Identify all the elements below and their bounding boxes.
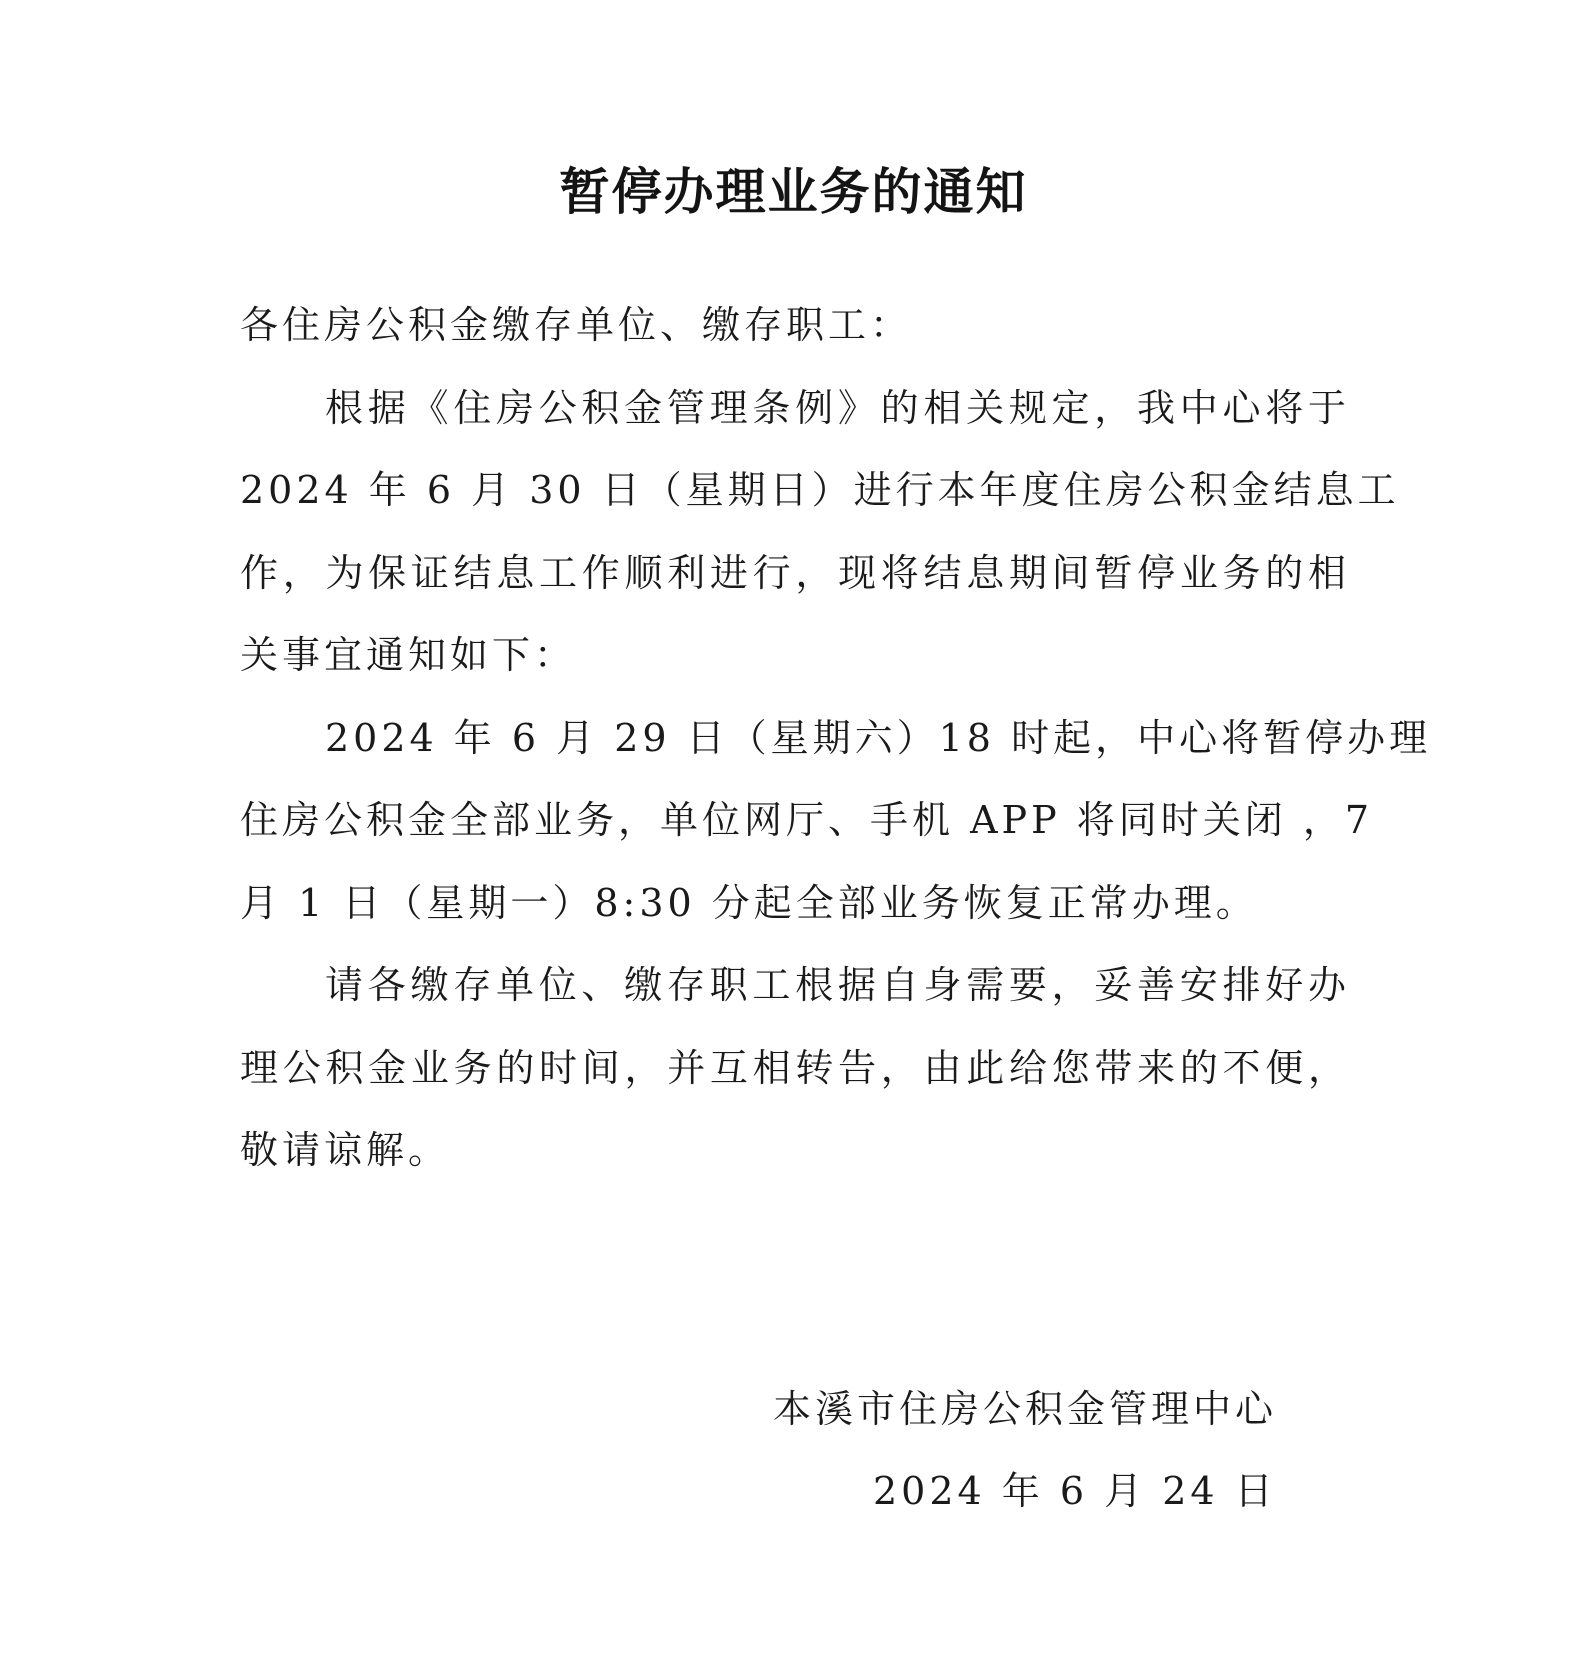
signature-date: 2024 年 6 月 24 日 — [873, 1469, 1277, 1513]
paragraph-1-line-2: 2024 年 6 月 30 日（星期日）进行本年度住房公积金结息工 — [240, 468, 1400, 512]
paragraph-1-line-3: 作，为保证结息工作顺利进行，现将结息期间暂停业务的相 — [240, 551, 1350, 595]
paragraph-1-line-4: 关事宜通知如下： — [240, 633, 577, 677]
paragraph-3-line-1: 请各缴存单位、缴存职工根据自身需要，妥善安排好办 — [325, 963, 1350, 1007]
paragraph-1-line-1: 根据《住房公积金管理条例》的相关规定，我中心将于 — [325, 386, 1350, 430]
signature-organization: 本溪市住房公积金管理中心 — [773, 1387, 1278, 1431]
paragraph-2-line-2: 住房公积金全部业务，单位网厅、手机 APP 将同时关闭 ，7 — [240, 798, 1373, 842]
paragraph-3-line-3: 敬请谅解。 — [240, 1128, 451, 1172]
paragraph-3-line-2: 理公积金业务的时间，并互相转告，由此给您带来的不便， — [240, 1046, 1350, 1090]
paragraph-2-line-1: 2024 年 6 月 29 日（星期六）18 时起，中心将暂停办理 — [325, 716, 1432, 760]
salutation: 各住房公积金缴存单位、缴存职工： — [240, 303, 913, 347]
paragraph-2-line-3: 月 1 日（星期一）8:30 分起全部业务恢复正常办理。 — [240, 881, 1258, 925]
notice-title: 暂停办理业务的通知 — [559, 163, 1028, 221]
